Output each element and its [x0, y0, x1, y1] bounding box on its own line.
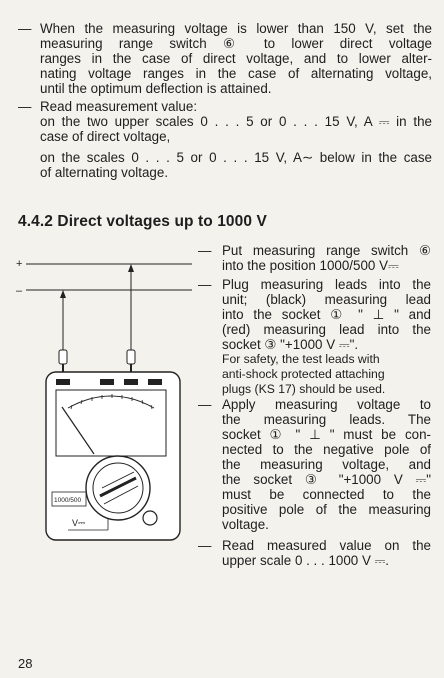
plug-black [59, 350, 67, 364]
text-line: into the position 1000/500 V⎓ [222, 258, 399, 273]
text-line: on the scales 0 . . . 5 or 0 . . . 15 V, A∼ below in the case [40, 150, 432, 165]
safety-note-line: anti-shock protected attaching [222, 367, 385, 381]
steps-list [198, 243, 431, 568]
step-plug-leads [198, 277, 431, 397]
intro-item-set-range [18, 21, 432, 96]
text-line: the socket ③ "+1000 V ⎓" [222, 472, 431, 487]
socket-3 [124, 379, 138, 385]
text-line: socket ① " ⊥ " must be con- [222, 427, 431, 442]
text-line: Read measurement value: [40, 99, 198, 114]
text-line: case of direct voltage, [40, 129, 171, 144]
bullet-dash: — [18, 99, 32, 114]
intro-list [18, 21, 432, 180]
text-line: unit; (black) measuring lead [222, 292, 431, 307]
text-line: measuring range switch ⑥ to lower direct voltage [40, 36, 432, 51]
step-read-value [198, 538, 431, 568]
socket-2 [100, 379, 114, 385]
text-line: When the measuring voltage is lower than 150 V, set the [40, 21, 432, 36]
minus-label: – [16, 285, 23, 297]
text-line: socket ③ "+1000 V ⎓". [222, 337, 359, 352]
safety-note-line: plugs (KS 17) should be used. [222, 382, 386, 396]
voltage-mode-label: V⎓ [72, 518, 86, 528]
text-line: voltage. [222, 517, 269, 532]
section-heading [18, 213, 267, 231]
text-line: positive pole of the measuring [222, 502, 431, 517]
text-line: the measuring voltage, and [222, 457, 431, 472]
range-label: 1000/500 [54, 497, 82, 504]
bullet-dash: — [198, 397, 212, 412]
text-line: nected to the negative pole of [222, 442, 431, 457]
bullet-dash: — [198, 277, 212, 292]
text-line: (red) measuring lead into the [222, 322, 431, 337]
safety-note-line: For safety, the test leads with [222, 352, 380, 366]
text-line: Put measuring range switch ⑥ [222, 243, 431, 258]
section-title: Direct voltages up to 1000 V [57, 213, 267, 230]
text-line: until the optimum deflection is attained. [40, 81, 272, 96]
bullet-dash: — [198, 243, 212, 258]
bullet-dash: — [198, 538, 212, 553]
step-set-switch [198, 243, 431, 273]
text-line: must be connected to the [222, 487, 431, 502]
text-line: into the socket ① " ⊥ " and [222, 307, 431, 322]
intro-item-read-value [18, 99, 432, 180]
socket-1 [56, 379, 70, 385]
text-line: the measuring leads. The [222, 412, 431, 427]
text-line: Apply measuring voltage to [222, 397, 431, 412]
multimeter-diagram [12, 252, 196, 544]
round-socket [143, 511, 157, 525]
page-number: 28 [18, 656, 33, 671]
text-line: nating voltage ranges in the case of alternating voltage, [40, 66, 432, 81]
text-line: Read measured value on the [222, 538, 431, 553]
text-line: upper scale 0 . . . 1000 V ⎓. [222, 553, 390, 568]
step-apply-voltage [198, 397, 431, 532]
lead-arrow [60, 290, 66, 298]
text-line: of alternating voltage. [40, 165, 169, 180]
text-line: on the two upper scales 0 . . . 5 or 0 . . . 15 V, A ⎓ in the [40, 114, 432, 129]
section-number: 4.4.2 [18, 213, 53, 230]
lead-arrow [128, 264, 134, 272]
plug-red [127, 350, 135, 364]
text-line: ranges in the case of direct voltage, and to lower alter- [40, 51, 432, 66]
bullet-dash: — [18, 21, 32, 36]
plus-label: + [16, 258, 23, 270]
socket-4 [148, 379, 162, 385]
text-line: Plug measuring leads into the [222, 277, 431, 292]
